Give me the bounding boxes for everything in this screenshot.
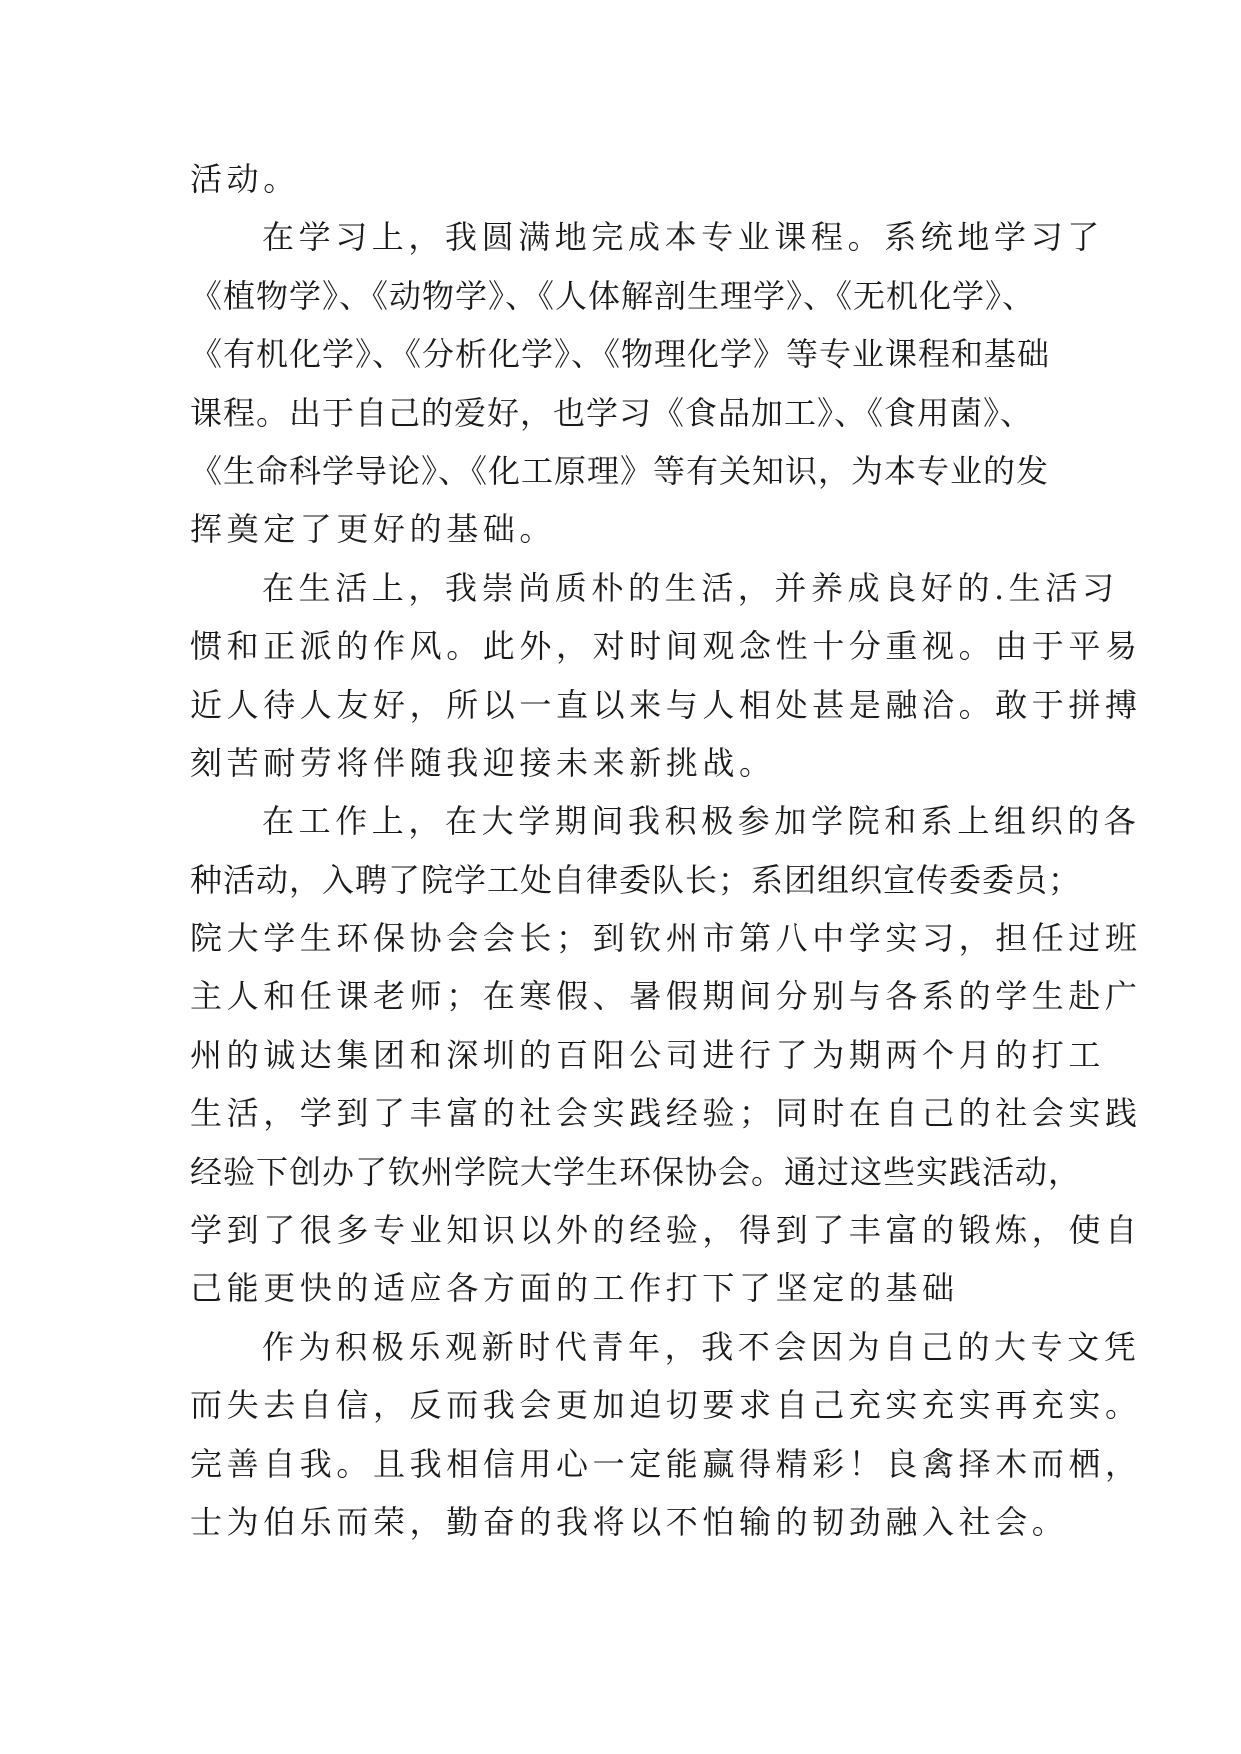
text-line: 在生活上，我崇尚质朴的生活，并养成良好的.生活习 <box>262 568 1119 607</box>
text-line: 种活动，入聘了院学工处自律委队长；系团组织宣传委委员； <box>190 860 1082 899</box>
text-line: 士为伯乐而荣，勤奋的我将以不怕输的韧劲融入社会。 <box>190 1502 1069 1541</box>
text-line: 《有机化学》、《分析化学》、《物理化学》等专业课程和基础 <box>190 335 1051 374</box>
text-line: 活动。 <box>190 160 300 198</box>
text-line: 刻苦耐劳将伴随我迎接未来新挑战。 <box>190 743 776 782</box>
text-line: 课程。出于自己的爱好，也学习《食品加工》、《食用菌》、 <box>190 393 1034 432</box>
text-line: 《植物学》、《动物学》、《人体解剖生理学》、《无机化学》、 <box>190 276 1036 315</box>
text-line: 而失去自信，反而我会更加迫切要求自己充实充实再充实。 <box>190 1386 1142 1425</box>
text-line: 主人和任课老师；在寒假、暑假期间分别与各系的学生赴广 <box>190 977 1142 1016</box>
text-line: 《生命科学导论》、《化工原理》等有关知识，为本专业的发 <box>190 451 1050 490</box>
document-body <box>190 150 1142 1551</box>
text-line: 作为积极乐观新时代青年，我不会因为自己的大专文凭 <box>262 1327 1141 1366</box>
text-line: 近人待人友好，所以一直以来与人相处甚是融洽。敢于拼搏 <box>190 685 1142 724</box>
text-line: 学到了很多专业知识以外的经验，得到了丰富的锻炼，使自 <box>190 1211 1142 1250</box>
text-line: 挥奠定了更好的基础。 <box>190 510 557 549</box>
text-line: 生活，学到了丰富的社会实践经验；同时在自己的社会实践 <box>190 1094 1142 1133</box>
text-line: 在工作上，在大学期间我积极参加学院和系上组织的各 <box>262 802 1141 841</box>
text-line: 院大学生环保协会会长；到钦州市第八中学实习，担任过班 <box>190 919 1142 958</box>
text-line: 州的诚达集团和深圳的百阳公司进行了为期两个月的打工 <box>190 1035 1106 1074</box>
text-line: 惯和正派的作风。此外，对时间观念性十分重视。由于平易 <box>190 627 1142 666</box>
text-line: 完善自我。且我相信用心一定能赢得精彩！良禽择木而栖， <box>190 1444 1142 1483</box>
text-line: 在学习上，我圆满地完成本专业课程。系统地学习了 <box>262 218 1104 257</box>
text-line: 己能更快的适应各方面的工作打下了坚定的基础 <box>190 1269 959 1308</box>
text-line: 经验下创办了钦州学院大学生环保协会。通过这些实践活动， <box>190 1152 1082 1191</box>
